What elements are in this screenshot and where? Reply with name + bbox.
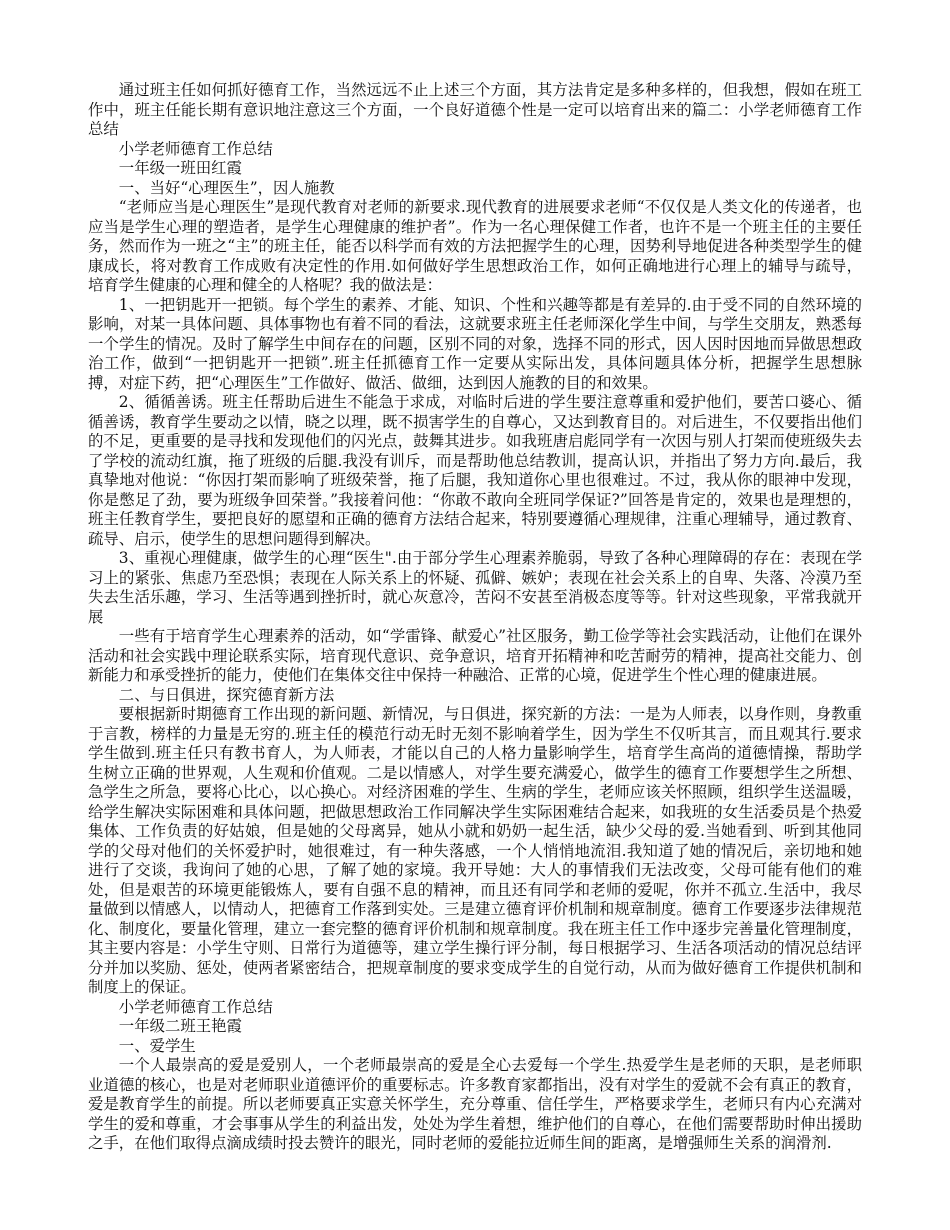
paragraph: 一些有于培育学生心理素养的活动，如“学雷锋、献爱心”社区服务，勤工俭学等社会实践活动，让他们在课外活动和社会实践中理论联系实际，培育现代意识、竞争意识，培育开拓精神和吃苦耐劳的精神，提高社交能力、创新能力和承受挫折的能力，使他们在集体交往中保持一种融洽、正常的心境，促进学生个性心理的健康进展。 bbox=[88, 627, 862, 684]
paragraph: 要根据新时期德育工作出现的新问题、新情况，与日俱进，探究新的方法：一是为人师表，以身作则，身教重于言教，榜样的力量是无穷的.班主任的模范行动无时无刻不影响着学生，因为学生不仅听其言，而且观其行.要求学生做到.班主任只有教书育人，为人师表，才能以自己的人格力量影响学生，培育学生高尚的道德情操，帮助学生树立正确的世界观，人生观和价值观。二是以情感人，对学生要充满爱心，做学生的德育工作要想学生之所想、急学生之所急，要将心比心，以心换心。对经济困难的学生、生病的学生，老师应该关怀照顾，组织学生送温暖，给学生解决实际困难和具体问题，把做思想政治工作同解决学生实际困难结合起来，如我班的女生活委员是个热爱集体、工作负责的好姑娘，但是她的父母离异，她从小就和奶奶一起生活，缺少父母的爱.当她看到、听到其他同学的父母对他们的关怀爱护时，她很难过，有一种失落感，一个人悄悄地流泪.我知道了她的情况后，亲切地和她进行了交谈，我询问了她的心思，了解了她的家境。我开导她：大人的事情我们无法改变，父母可能有他们的难处，但是艰苦的环境更能锻炼人，要有自强不息的精神，而且还有同学和老师的爱呢，你并不孤立.生活中，我尽量做到以情感人，以情动人，把德育工作落到实处。三是建立德育评价机制和规章制度。德育工作要逐步法律规范化、制度化，要量化管理，建立一套完整的德育评价机制和规章制度。我在班主任工作中逐步完善量化管理制度，其主要内容是：小学生守则、日常行为道德等，建立学生操行评分制，每日根据学习、生活各项活动的情况总结评分并加以奖励、惩处，使两者紧密结合，把规章制度的要求变成学生的自觉行动，从而为做好德育工作提供机制和制度上的保证。 bbox=[88, 705, 862, 996]
paragraph-intro: 通过班主任如何抓好德育工作，当然远远不止上述三个方面，其方法肯定是多种多样的，但我想，假如在班工作中，班主任能长期有意识地注意这三个方面，一个良好道德个性是一定可以培育出来的篇二：小学老师德育工作总结 bbox=[88, 81, 862, 138]
section-title-2: 小学老师德育工作总结 bbox=[118, 997, 273, 1016]
paragraph: 一个人最崇高的爱是爱别人，一个老师最崇高的爱是全心去爱每一个学生.热爱学生是老师的天职，是老师职业道德的核心，也是对老师职业道德评价的重要标志。许多教育家都指出，没有对学生的爱就不会有真正的教育，爱是教育学生的前提。所以老师要真正实意关怀学生，充分尊重、信任学生，严格要求学生，老师只有内心充满对学生的爱和尊重，才会事事从学生的利益出发，处处为学生着想，维护他们的自尊心，在他们需要帮助时伸出援助之手，在他们取得点滴成绩时投去赞许的眼光，同时老师的爱能拉近师生间的距离，是增强师生关系的润滑剂. bbox=[88, 1056, 862, 1152]
heading-love-students: 一、爱学生 bbox=[118, 1036, 196, 1055]
section-title-1: 小学老师德育工作总结 bbox=[118, 139, 273, 158]
heading-psychology-doctor: 一、当好“心理医生”，因人施教 bbox=[118, 178, 335, 197]
paragraph: “老师应当是心理医生”是现代教育对老师的新要求.现代教育的进展要求老师“不仅仅是人类文化的传递者，也应当是学生心理的塑造者，是学生心理健康的维护者”。作为一名心理保健工作者，也许不是一个班主任的主要任务，然而作为一班之“主”的班主任，能否以科学而有效的方法把握学生的心理，因势利导地促进各种类型学生的健康成长，将对教育工作成败有决定性的作用.如何做好学生思想政治工作，如何正确地进行心理上的辅导与疏导，培育学生健康的心理和健全的人格呢？我的做法是： bbox=[88, 198, 862, 294]
paragraph: 3、重视心理健康，做学生的心理“医生".由于部分学生心理素养脆弱，导致了各种心理障碍的存在：表现在学习上的紧张、焦虑乃至恐惧；表现在人际关系上的怀疑、孤僻、嫉妒；表现在社会关系上的自卑、失落、冷漠乃至失去生活乐趣，学习、生活等遇到挫折时，就心灰意冷，苦闷不安甚至消极态度等等。针对这些现象，平常我就开展 bbox=[88, 549, 862, 626]
heading-new-methods: 二、与日俱进，探究德育新方法 bbox=[118, 685, 335, 704]
author-line-2: 一年级二班王艳霞 bbox=[118, 1017, 242, 1035]
paragraph: 2、循循善诱。班主任帮助后进生不能急于求成，对临时后进的学生要注意尊重和爱护他们，要苦口婆心、循循善诱，教育学生要动之以情，晓之以理，既不损害学生的自尊心，又达到教育目的。对后进生，不仅要指出他们的不足，更重要的是寻找和发现他们的闪光点，鼓舞其进步。如我班唐启彪同学有一次因与别人打架而使班级失去了学校的流动红旗，拖了班级的后腿.我没有训斥，而是帮助他总结教训，提高认识，并指出了努力方向.最后，我真挚地对他说：“你因打架而影响了班级荣誉，拖了后腿，我知道你心里也很难过。不过，我从你的眼神中发现，你是憋足了劲，要为班级争回荣誉。”我接着问他：“你敢不敢向全班同学保证?”回答是肯定的，效果也是理想的，班主任教育学生，要把良好的愿望和正确的德育方法结合起来，特别要遵循心理规律，注重心理辅导，通过教育、疏导、启示，使学生的思想问题得到解决。 bbox=[88, 393, 862, 548]
author-line-1: 一年级一班田红霞 bbox=[118, 159, 242, 177]
paragraph: 1、一把钥匙开一把锁。每个学生的素养、才能、知识、个性和兴趣等都是有差异的.由于受不同的自然环境的影响，对某一具体问题、具体事物也有着不同的看法，这就要求班主任老师深化学生中间，与学生交朋友，熟悉每一个学生的情况。及时了解学生中间存在的问题，区别不同的对象，选择不同的形式，因人因时因地而异做思想政治工作，做到“一把钥匙开一把锁”.班主任抓德育工作一定要从实际出发，具体问题具体分析，把握学生思想脉搏，对症下药，把“心理医生”工作做好、做活、做细，达到因人施教的目的和效果。 bbox=[88, 295, 862, 392]
